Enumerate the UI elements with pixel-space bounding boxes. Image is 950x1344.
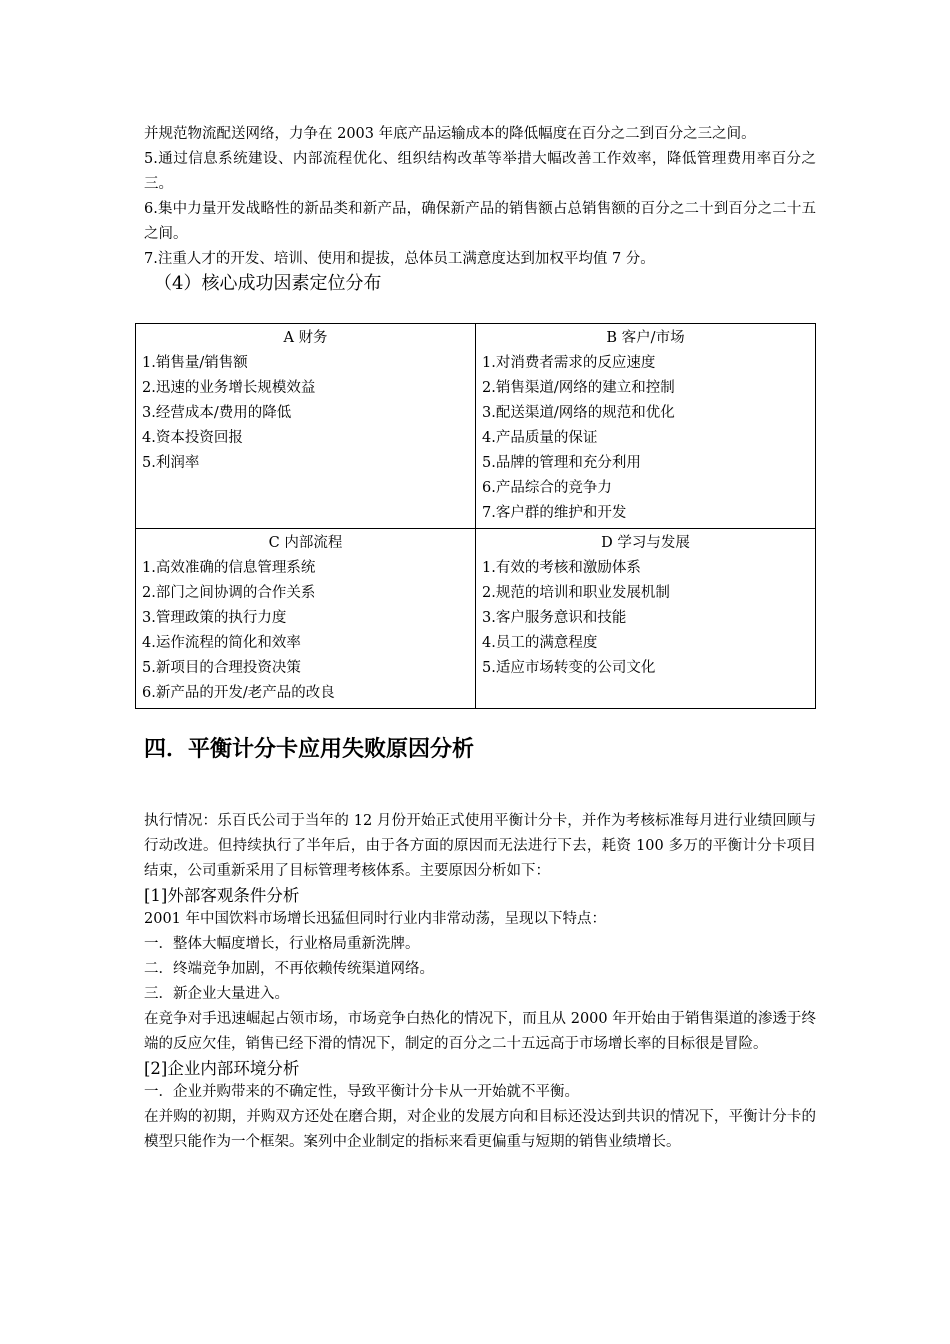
list-item: 2.规范的培训和职业发展机制 — [482, 585, 670, 601]
analysis-block — [144, 809, 816, 1155]
external-heading: [1]外部客观条件分析 — [144, 886, 300, 905]
external-line: 一．整体大幅度增长，行业格局重新洗牌。 — [144, 936, 420, 952]
internal-heading: [2]企业内部环境分析 — [144, 1059, 300, 1078]
csf-title: （4）核心成功因素定位分布 — [154, 273, 382, 294]
external-line: 三．新企业大量进入。 — [144, 986, 289, 1002]
quadrant-title: D 学习与发展 — [601, 535, 690, 551]
list-item: 3.配送渠道/网络的规范和优化 — [482, 405, 675, 421]
quadrant-title: B 客户/市场 — [606, 330, 685, 346]
list-item: 1.销售量/销售额 — [142, 355, 248, 371]
list-item: 4.运作流程的简化和效率 — [142, 635, 301, 651]
intro-paragraph: 7.注重人才的开发、培训、使用和提拔，总体员工满意度达到加权平均值 7 分。 — [144, 251, 655, 267]
csf-row — [136, 529, 816, 709]
intro-block — [144, 122, 816, 296]
list-item: 5.新项目的合理投资决策 — [142, 660, 301, 676]
external-line: 二．终端竞争加剧，不再依赖传统渠道网络。 — [144, 961, 434, 977]
list-item: 5.适应市场转变的公司文化 — [482, 660, 656, 676]
list-item: 4.资本投资回报 — [142, 430, 243, 446]
quadrant-title: A 财务 — [283, 330, 328, 346]
csf-table — [135, 323, 816, 709]
internal-line: 在并购的初期，并购双方还处在磨合期，对企业的发展方向和目标还没达到共识的情况下，平衡计分卡的模型只能作为一个框架。案列中企业制定的指标来看更偏重与短期的销售业绩增长。 — [144, 1109, 816, 1150]
list-item: 3.经营成本/费用的降低 — [142, 405, 292, 421]
list-item: 3.管理政策的执行力度 — [142, 610, 287, 626]
intro-paragraph: 6.集中力量开发战略性的新品类和新产品，确保新产品的销售额占总销售额的百分之二十到百分之二十五之间。 — [144, 201, 816, 242]
list-item: 1.高效准确的信息管理系统 — [142, 560, 316, 576]
list-item: 2.销售渠道/网络的建立和控制 — [482, 380, 675, 396]
list-item: 1.有效的考核和激励体系 — [482, 560, 641, 576]
quadrant-internal-process — [136, 529, 476, 709]
quadrant-title: C 内部流程 — [268, 535, 343, 551]
list-item: 3.客户服务意识和技能 — [482, 610, 627, 626]
quadrant-finance — [136, 324, 476, 529]
csf-row — [136, 324, 816, 529]
external-line: 2001 年中国饮料市场增长迅猛但同时行业内非常动荡，呈现以下特点： — [144, 911, 607, 927]
internal-line: 一．企业并购带来的不确定性，导致平衡计分卡从一开始就不平衡。 — [144, 1084, 579, 1100]
list-item: 2.迅速的业务增长规模效益 — [142, 380, 316, 396]
list-item: 4.产品质量的保证 — [482, 430, 598, 446]
intro-paragraph: 并规范物流配送网络，力争在 2003 年底产品运输成本的降低幅度在百分之二到百分之三之间。 — [144, 126, 756, 142]
execution-paragraph: 执行情况：乐百氏公司于当年的 12 月份开始正式使用平衡计分卡，并作为考核标准每月进行业绩回顾与行动改进。但持续执行了半年后，由于各方面的原因而无法进行下去，耗资 100 多万的平衡计分卡项目结束，公司重新采用了目标管理考核体系。主要原因分析如下： — [144, 813, 816, 879]
list-item: 5.品牌的管理和充分利用 — [482, 455, 641, 471]
list-item: 6.新产品的开发/老产品的改良 — [142, 685, 335, 701]
quadrant-learning — [476, 529, 816, 709]
list-item: 1.对消费者需求的反应速度 — [482, 355, 656, 371]
list-item: 7.客户群的维护和开发 — [482, 505, 627, 521]
quadrant-customer — [476, 324, 816, 529]
list-item: 5.利润率 — [142, 455, 200, 471]
intro-paragraph: 5.通过信息系统建设、内部流程优化、组织结构改革等举措大幅改善工作效率，降低管理费用率百分之三。 — [144, 151, 816, 192]
section-heading: 四．平衡计分卡应用失败原因分析 — [144, 737, 475, 762]
list-item: 2.部门之间协调的合作关系 — [142, 585, 316, 601]
external-line: 在竞争对手迅速崛起占领市场，市场竞争白热化的情况下，而且从 2000 年开始由于销售渠道的渗透于终端的反应欠佳，销售已经下滑的情况下，制定的百分之二十五远高于市场增长率的目标很是冒险。 — [144, 1011, 816, 1052]
list-item: 4.员工的满意程度 — [482, 635, 598, 651]
list-item: 6.产品综合的竞争力 — [482, 480, 612, 496]
